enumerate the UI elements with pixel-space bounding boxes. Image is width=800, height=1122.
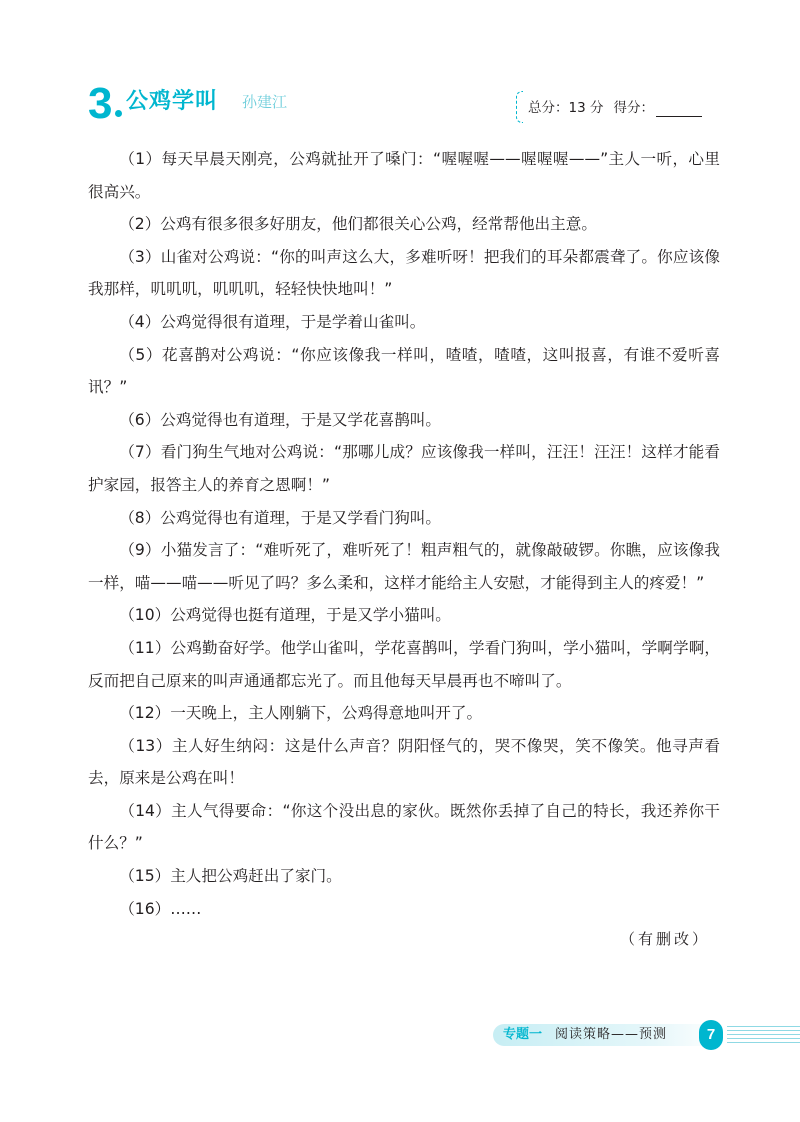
lesson-number-dot (115, 110, 122, 117)
story-paragraph: （9）小猫发言了：“难听死了，难听死了！粗声粗气的，就像敲破锣。你瞧，应该像我一样，喵——喵——听见了吗？多么柔和，这样才能给主人安慰，才能得到主人的疼爱！” (88, 541, 720, 592)
story-paragraph: （11）公鸡勤奋好学。他学山雀叫，学花喜鹊叫，学看门狗叫，学小猫叫，学啊学啊，反而把自己原来的叫声通通都忘光了。而且他每天早晨再也不啼叫了。 (88, 638, 720, 690)
story-paragraph: （13）主人好生纳闷：这是什么声音？阴阳怪气的，哭不像哭，笑不像笑。他寻声看去，原来是公鸡在叫！ (88, 736, 720, 788)
score-total: 总分：13 分 (528, 100, 604, 116)
story-paragraph: （15）主人把公鸡赶出了家门。 (119, 867, 342, 886)
score-blank[interactable] (656, 102, 702, 117)
story-paragraph: （2）公鸡有很多很多好朋友，他们都很关心公鸡，经常帮他出主意。 (119, 215, 597, 234)
story-paragraph: （5）花喜鹊对公鸡说：“你应该像我一样叫，喳喳，喳喳，这叫报喜，有谁不爱听喜讯？” (88, 345, 720, 397)
story-paragraph: （7）看门狗生气地对公鸡说：“那哪儿成？应该像我一样叫，汪汪！汪汪！这样才能看护家园，报答主人的养育之恩啊！” (88, 443, 720, 494)
footer-topic-tag: 专题一 (503, 1027, 543, 1042)
story-paragraph: （14）主人气得要命：“你这个没出息的家伙。既然你丢掉了自己的特长，我还养你干什么？” (88, 801, 720, 853)
source-note: （有删改） (619, 930, 710, 948)
score-line (528, 99, 702, 117)
story-paragraph: （16）…… (119, 899, 202, 918)
score-box-bracket (516, 91, 523, 123)
story-paragraph: （4）公鸡觉得很有道理，于是学着山雀叫。 (119, 312, 426, 331)
story-body (88, 143, 720, 925)
story-paragraph: （10）公鸡觉得也挺有道理，于是又学小猫叫。 (119, 606, 451, 625)
footer-decor-lines (727, 1026, 800, 1044)
story-paragraph: （1）每天早晨天刚亮，公鸡就扯开了嗓门：“喔喔喔——喔喔喔——”主人一听，心里很高兴。 (88, 150, 720, 201)
lesson-title: 公鸡学叫 (126, 89, 219, 114)
story-paragraph: （12）一天晚上，主人刚躺下，公鸡得意地叫开了。 (119, 704, 483, 723)
lesson-header (88, 80, 720, 130)
score-label: 得分： (613, 100, 654, 116)
story-paragraph: （6）公鸡觉得也有道理，于是又学花喜鹊叫。 (119, 410, 441, 429)
lesson-author: 孙建江 (242, 93, 288, 111)
score-box (516, 87, 716, 125)
lesson-number: 3 (88, 79, 113, 128)
footer-topic-text: 阅读策略——预测 (555, 1027, 668, 1042)
story-paragraph: （8）公鸡觉得也有道理，于是又学看门狗叫。 (119, 508, 441, 527)
page-number: 7 (699, 1020, 723, 1050)
page-footer (493, 1020, 800, 1056)
story-paragraph: （3）山雀对公鸡说：“你的叫声这么大，多难听呀！把我们的耳朵都震聋了。你应该像我那样，叽叽叽，叽叽叽，轻轻快快地叫！” (88, 247, 720, 299)
